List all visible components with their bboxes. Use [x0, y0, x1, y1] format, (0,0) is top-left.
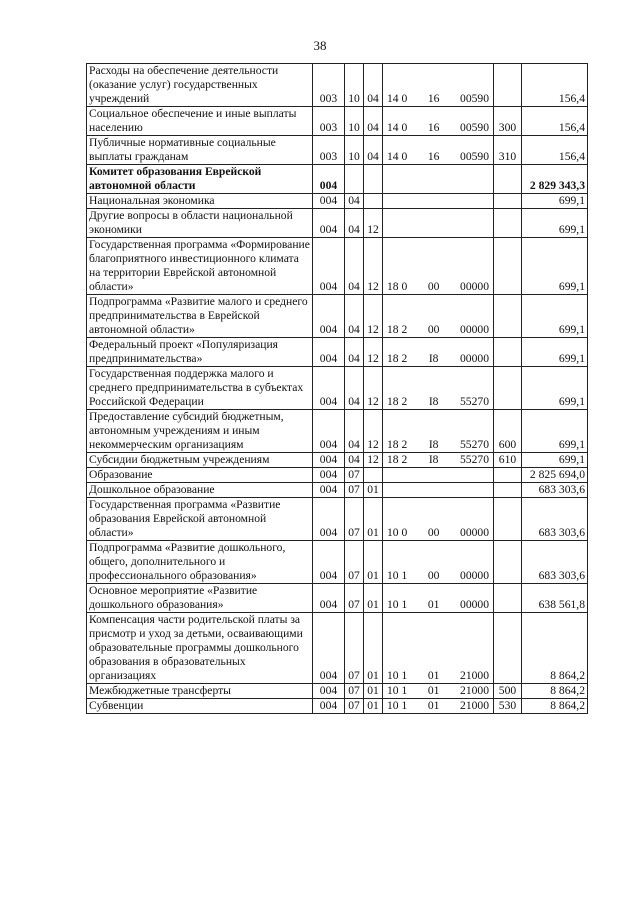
- target-article-cell: [383, 367, 494, 410]
- ministry-code-cell: 003: [313, 136, 345, 165]
- row-name-cell: Дошкольное образование: [87, 483, 313, 498]
- target-article-part: 18 2: [387, 352, 408, 365]
- table-row: [87, 453, 588, 468]
- target-article-part: I8: [428, 453, 439, 466]
- target-article-part: 55270: [460, 453, 489, 466]
- row-name-cell: Другие вопросы в области национальной экономики: [87, 209, 313, 238]
- target-article-part: 16: [427, 150, 440, 163]
- target-article-part: 14 0: [387, 150, 408, 163]
- amount-cell: 638 561,8: [522, 584, 588, 613]
- subsection-code-cell: 04: [364, 107, 383, 136]
- amount-cell: 699,1: [522, 338, 588, 367]
- subsection-code-cell: 01: [364, 699, 383, 714]
- expense-type-cell: 610: [494, 453, 522, 468]
- amount-cell: 699,1: [522, 410, 588, 453]
- target-article-part: 10 1: [387, 669, 408, 682]
- section-code-cell: 04: [345, 209, 364, 238]
- subsection-code-cell: 12: [364, 295, 383, 338]
- subsection-code-cell: 01: [364, 498, 383, 541]
- target-article-part: 16: [427, 121, 440, 134]
- expense-type-cell: 530: [494, 699, 522, 714]
- row-name-cell: Межбюджетные трансферты: [87, 684, 313, 699]
- target-article-part: 01: [427, 699, 440, 712]
- target-article-part: 00: [427, 323, 440, 336]
- subsection-code-cell: 04: [364, 136, 383, 165]
- section-code-cell: 10: [345, 136, 364, 165]
- subsection-code-cell: 12: [364, 410, 383, 453]
- expense-type-cell: [494, 238, 522, 295]
- table-row: [87, 410, 588, 453]
- target-article-cell: [383, 165, 494, 194]
- target-article-part: 10 1: [387, 684, 408, 697]
- target-article-part: 21000: [460, 699, 489, 712]
- target-article-cell: [383, 541, 494, 584]
- target-article-part: 10 1: [387, 569, 408, 582]
- section-code-cell: 04: [345, 295, 364, 338]
- section-code-cell: 04: [345, 194, 364, 209]
- section-code-cell: 10: [345, 107, 364, 136]
- ministry-code-cell: 004: [313, 209, 345, 238]
- table-row: [87, 136, 588, 165]
- ministry-code-cell: 004: [313, 541, 345, 584]
- ministry-code-cell: 004: [313, 498, 345, 541]
- expense-type-cell: [494, 295, 522, 338]
- target-article-part: 00: [427, 569, 440, 582]
- target-article-part: 01: [427, 684, 440, 697]
- subsection-code-cell: 01: [364, 541, 383, 584]
- target-article-part: 18 2: [387, 438, 408, 451]
- table-row: [87, 498, 588, 541]
- subsection-code-cell: 01: [364, 584, 383, 613]
- row-name-cell: Подпрограмма «Развитие дошкольного, общего, дополнительного и профессионального образования»: [87, 541, 313, 584]
- expense-type-cell: 310: [494, 136, 522, 165]
- target-article-cell: [383, 64, 494, 107]
- amount-cell: 156,4: [522, 107, 588, 136]
- target-article-part: 00000: [460, 526, 489, 539]
- target-article-part: I8: [428, 395, 439, 408]
- target-article-cell: [383, 684, 494, 699]
- target-article-cell: [383, 295, 494, 338]
- row-name-cell: Государственная программа «Развитие образования Еврейской автономной области»: [87, 498, 313, 541]
- target-article-part: 18 2: [387, 453, 408, 466]
- target-article-part: 55270: [460, 395, 489, 408]
- ministry-code-cell: 004: [313, 165, 345, 194]
- subsection-code-cell: 12: [364, 238, 383, 295]
- target-article-cell: [383, 136, 494, 165]
- target-article-part: 21000: [460, 684, 489, 697]
- table-row: [87, 541, 588, 584]
- expense-type-cell: [494, 584, 522, 613]
- target-article-part: 10 1: [387, 699, 408, 712]
- expense-type-cell: 500: [494, 684, 522, 699]
- ministry-code-cell: 004: [313, 367, 345, 410]
- target-article-part: 01: [427, 669, 440, 682]
- target-article-part: 00590: [460, 150, 489, 163]
- target-article-cell: [383, 107, 494, 136]
- amount-cell: 683 303,6: [522, 483, 588, 498]
- amount-cell: 156,4: [522, 64, 588, 107]
- ministry-code-cell: 004: [313, 613, 345, 684]
- expense-type-cell: [494, 541, 522, 584]
- row-name-cell: Федеральный проект «Популяризация предпринимательства»: [87, 338, 313, 367]
- ministry-code-cell: 003: [313, 107, 345, 136]
- section-code-cell: 07: [345, 498, 364, 541]
- table-row: [87, 684, 588, 699]
- expense-type-cell: [494, 209, 522, 238]
- section-code-cell: 07: [345, 541, 364, 584]
- row-name-cell: Подпрограмма «Развитие малого и среднего предпринимательства в Еврейской автономной области»: [87, 295, 313, 338]
- ministry-code-cell: 004: [313, 483, 345, 498]
- subsection-code-cell: [364, 468, 383, 483]
- subsection-code-cell: 12: [364, 338, 383, 367]
- table-row: [87, 209, 588, 238]
- target-article-cell: [383, 584, 494, 613]
- ministry-code-cell: 004: [313, 584, 345, 613]
- expense-type-cell: [494, 483, 522, 498]
- target-article-cell: [383, 498, 494, 541]
- subsection-code-cell: 01: [364, 613, 383, 684]
- section-code-cell: 07: [345, 613, 364, 684]
- ministry-code-cell: 004: [313, 699, 345, 714]
- target-article-cell: [383, 699, 494, 714]
- subsection-code-cell: 01: [364, 483, 383, 498]
- target-article-part: 00000: [460, 598, 489, 611]
- expense-type-cell: [494, 468, 522, 483]
- section-code-cell: 04: [345, 238, 364, 295]
- row-name-cell: Публичные нормативные социальные выплаты гражданам: [87, 136, 313, 165]
- expense-type-cell: [494, 64, 522, 107]
- target-article-part: 14 0: [387, 92, 408, 105]
- amount-cell: 699,1: [522, 194, 588, 209]
- amount-cell: 699,1: [522, 367, 588, 410]
- table-row: [87, 699, 588, 714]
- ministry-code-cell: 003: [313, 64, 345, 107]
- target-article-cell: [383, 338, 494, 367]
- amount-cell: 156,4: [522, 136, 588, 165]
- amount-cell: 683 303,6: [522, 541, 588, 584]
- amount-cell: 2 825 694,0: [522, 468, 588, 483]
- target-article-part: 00: [427, 526, 440, 539]
- ministry-code-cell: 004: [313, 468, 345, 483]
- target-article-part: 01: [427, 598, 440, 611]
- expense-type-cell: 600: [494, 410, 522, 453]
- section-code-cell: 07: [345, 483, 364, 498]
- target-article-part: 00000: [460, 323, 489, 336]
- table-row: [87, 64, 588, 107]
- ministry-code-cell: 004: [313, 410, 345, 453]
- expense-type-cell: [494, 194, 522, 209]
- amount-cell: 683 303,6: [522, 498, 588, 541]
- section-code-cell: [345, 165, 364, 194]
- target-article-part: 00000: [460, 569, 489, 582]
- subsection-code-cell: [364, 165, 383, 194]
- target-article-part: I8: [428, 438, 439, 451]
- target-article-part: 21000: [460, 669, 489, 682]
- section-code-cell: 04: [345, 453, 364, 468]
- table-row: [87, 295, 588, 338]
- ministry-code-cell: 004: [313, 453, 345, 468]
- amount-cell: 699,1: [522, 453, 588, 468]
- target-article-part: 10 0: [387, 526, 408, 539]
- section-code-cell: 04: [345, 410, 364, 453]
- table-row: [87, 338, 588, 367]
- expense-type-cell: 300: [494, 107, 522, 136]
- target-article-cell: [383, 410, 494, 453]
- table-row: [87, 238, 588, 295]
- section-code-cell: 07: [345, 468, 364, 483]
- target-article-part: 00000: [460, 280, 489, 293]
- amount-cell: 2 829 343,3: [522, 165, 588, 194]
- section-code-cell: 07: [345, 684, 364, 699]
- target-article-part: 55270: [460, 438, 489, 451]
- target-article-cell: [383, 209, 494, 238]
- target-article-part: 18 2: [387, 323, 408, 336]
- row-name-cell: Образование: [87, 468, 313, 483]
- amount-cell: 8 864,2: [522, 684, 588, 699]
- section-code-cell: 07: [345, 584, 364, 613]
- target-article-part: 14 0: [387, 121, 408, 134]
- amount-cell: 699,1: [522, 209, 588, 238]
- row-name-cell: Государственная поддержка малого и среднего предпринимательства в субъектах Российской Федерации: [87, 367, 313, 410]
- target-article-part: 00590: [460, 121, 489, 134]
- expense-type-cell: [494, 338, 522, 367]
- table-body: [87, 64, 588, 714]
- ministry-code-cell: 004: [313, 338, 345, 367]
- target-article-cell: [383, 613, 494, 684]
- table-row: [87, 194, 588, 209]
- target-article-part: 00: [427, 280, 440, 293]
- table-row: [87, 613, 588, 684]
- section-code-cell: 10: [345, 64, 364, 107]
- row-name-cell: Государственная программа «Формирование благоприятного инвестиционного климата на территории Еврейской автономной области»: [87, 238, 313, 295]
- row-name-cell: Комитет образования Еврейской автономной области: [87, 165, 313, 194]
- expense-type-cell: [494, 498, 522, 541]
- target-article-part: 18 2: [387, 395, 408, 408]
- subsection-code-cell: 04: [364, 64, 383, 107]
- table-row: [87, 468, 588, 483]
- row-name-cell: Основное мероприятие «Развитие дошкольного образования»: [87, 584, 313, 613]
- subsection-code-cell: 12: [364, 367, 383, 410]
- amount-cell: 699,1: [522, 295, 588, 338]
- target-article-cell: [383, 238, 494, 295]
- row-name-cell: Субсидии бюджетным учреждениям: [87, 453, 313, 468]
- row-name-cell: Компенсация части родительской платы за присмотр и уход за детьми, осваивающими образовательные программы дошкольного образования в образовательных организациях: [87, 613, 313, 684]
- ministry-code-cell: 004: [313, 194, 345, 209]
- row-name-cell: Расходы на обеспечение деятельности (оказание услуг) государственных учреждений: [87, 64, 313, 107]
- amount-cell: 8 864,2: [522, 699, 588, 714]
- table-row: [87, 584, 588, 613]
- table-row: [87, 367, 588, 410]
- subsection-code-cell: 12: [364, 209, 383, 238]
- target-article-part: 18 0: [387, 280, 408, 293]
- table-row: [87, 107, 588, 136]
- expense-type-cell: [494, 613, 522, 684]
- expense-type-cell: [494, 165, 522, 194]
- subsection-code-cell: 01: [364, 684, 383, 699]
- target-article-part: 10 1: [387, 598, 408, 611]
- ministry-code-cell: 004: [313, 684, 345, 699]
- subsection-code-cell: [364, 194, 383, 209]
- expense-type-cell: [494, 367, 522, 410]
- target-article-cell: [383, 483, 494, 498]
- ministry-code-cell: 004: [313, 295, 345, 338]
- target-article-part: 16: [427, 92, 440, 105]
- row-name-cell: Субвенции: [87, 699, 313, 714]
- section-code-cell: 04: [345, 367, 364, 410]
- target-article-part: I8: [428, 352, 439, 365]
- target-article-part: 00590: [460, 92, 489, 105]
- row-name-cell: Социальное обеспечение и иные выплаты населению: [87, 107, 313, 136]
- target-article-cell: [383, 194, 494, 209]
- budget-table: [86, 63, 588, 714]
- ministry-code-cell: 004: [313, 238, 345, 295]
- subsection-code-cell: 12: [364, 453, 383, 468]
- target-article-part: 00000: [460, 352, 489, 365]
- amount-cell: 699,1: [522, 238, 588, 295]
- table-row: [87, 483, 588, 498]
- section-code-cell: 07: [345, 699, 364, 714]
- section-code-cell: 04: [345, 338, 364, 367]
- row-name-cell: Национальная экономика: [87, 194, 313, 209]
- target-article-cell: [383, 453, 494, 468]
- table-row: [87, 165, 588, 194]
- amount-cell: 8 864,2: [522, 613, 588, 684]
- row-name-cell: Предоставление субсидий бюджетным, автономным учреждениям и иным некоммерческим организациям: [87, 410, 313, 453]
- page-number: 38: [313, 38, 327, 53]
- target-article-cell: [383, 468, 494, 483]
